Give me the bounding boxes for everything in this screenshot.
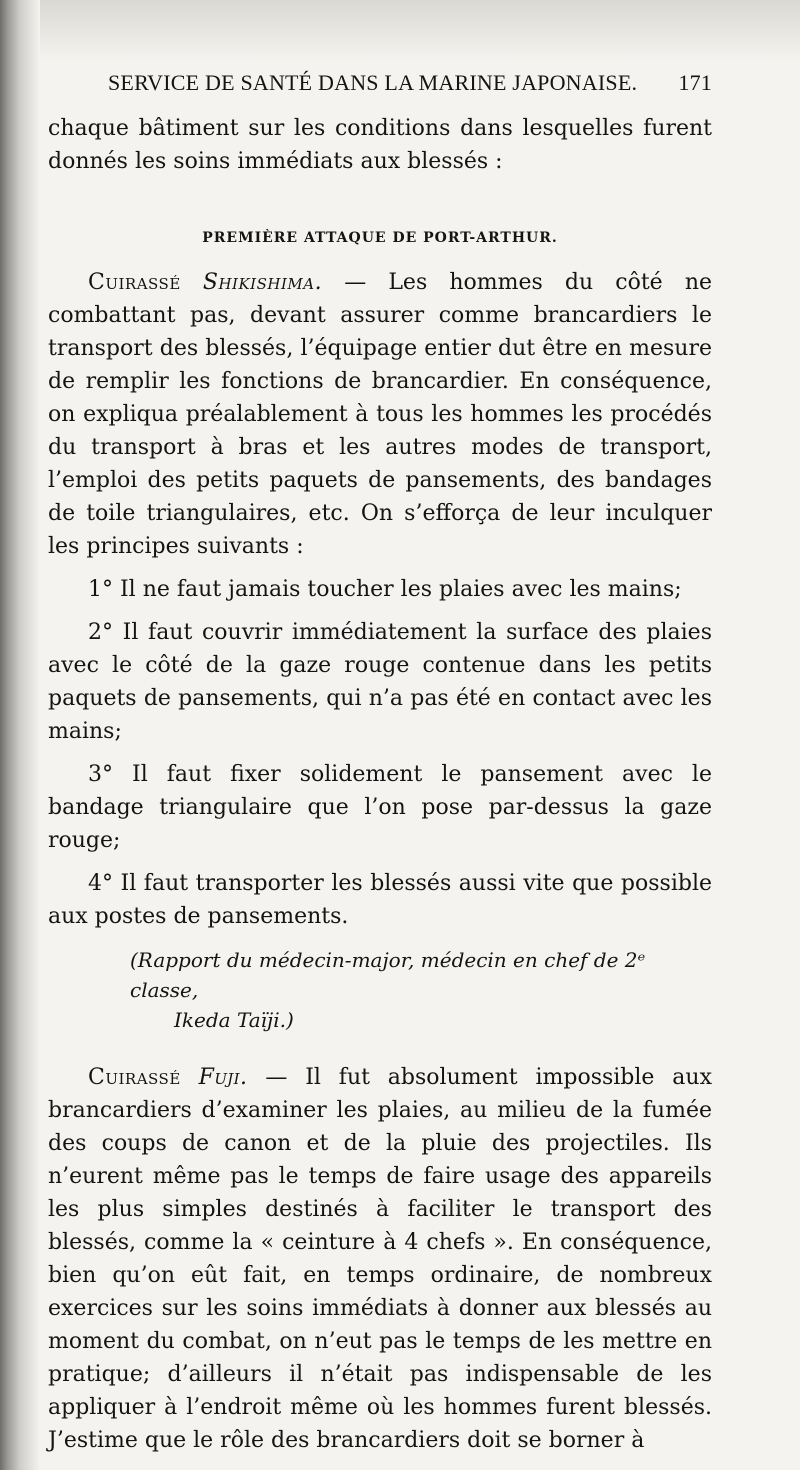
ship-name: Shikishima. [202,270,323,295]
fuji-paragraph [48,1061,712,1457]
rule-item: 4° Il faut transporter les blessés aussi vite que possible aux postes de pansements. [48,871,712,929]
ship-name: Fuji. [198,1065,248,1090]
ship-type-label: Cuirassé [88,1065,181,1090]
rule-item: 1° Il ne faut jamais toucher les plaies avec les mains; [88,577,682,602]
book-page [48,70,712,1457]
shikishima-paragraph [48,266,712,563]
fuji-text: — Il fut absolument impossible aux brancardiers d’examiner les plaies, au milieu de la fumée des coups de canon et de la pluie des projectiles. Ils n’eurent même pas le temps de faire usage des appareils les plus simples destinés à faciliter le transport des blessés, comme la « ceinture à 4 chefs ». En conséquence, bien qu’on eût fait, en temps ordinaire, de nombreux exercices sur les soins immédiats à donner aux blessés au moment du combat, on n’eut pas le temps de les mettre en pratique; d’ailleurs il n’était pas indispensable de les appliquer à l’endroit même où les hommes furent blessés. J’estime que le rôle des brancardiers doit se borner à [48,1065,712,1453]
shikishima-text: — Les hommes du côté ne combattant pas, devant assurer comme brancardiers le transport des blessés, l’équipage entier dut être en mesure de remplir les fonctions de brancardier. En conséquence, on expliqua préalablement à tous les hommes les procédés du transport à bras et les autres modes de transport, l’emploi des petits paquets de pansements, des bandages de toile triangulaires, etc. On s’efforça de leur inculquer les principes suivants : [48,270,713,559]
page-shadow-top [0,0,800,60]
rule-item: 3° Il faut fixer solidement le pansement avec le bandage triangulaire que l’on pose par-dessus la gaze rouge; [48,762,712,853]
rule-item: 2° Il faut couvrir immédiatement la surface des plaies avec le côté de la gaze rouge contenue dans les petits paquets de pansements, qui n’a pas été en contact avec les mains; [48,620,712,744]
running-title: SERVICE DE SANTÉ DANS LA MARINE JAPONAISE. [108,70,638,95]
citation [48,945,712,1035]
intro-paragraph: chaque bâtiment sur les conditions dans lesquelles furent donnés les soins immédiats aux blessés : [48,116,712,174]
page-binding-shadow [0,0,40,1470]
page-number: 171 [678,70,712,95]
running-header [108,70,712,96]
section-title: PREMIÈRE ATTAQUE DE PORT-ARTHUR. [202,230,558,246]
citation-line-1: (Rapport du médecin-major, médecin en chef de 2ᵉ classe, [130,948,646,1002]
ship-type-label: Cuirassé [88,270,181,295]
citation-line-2: Ikeda Taïji.) [174,1008,294,1032]
